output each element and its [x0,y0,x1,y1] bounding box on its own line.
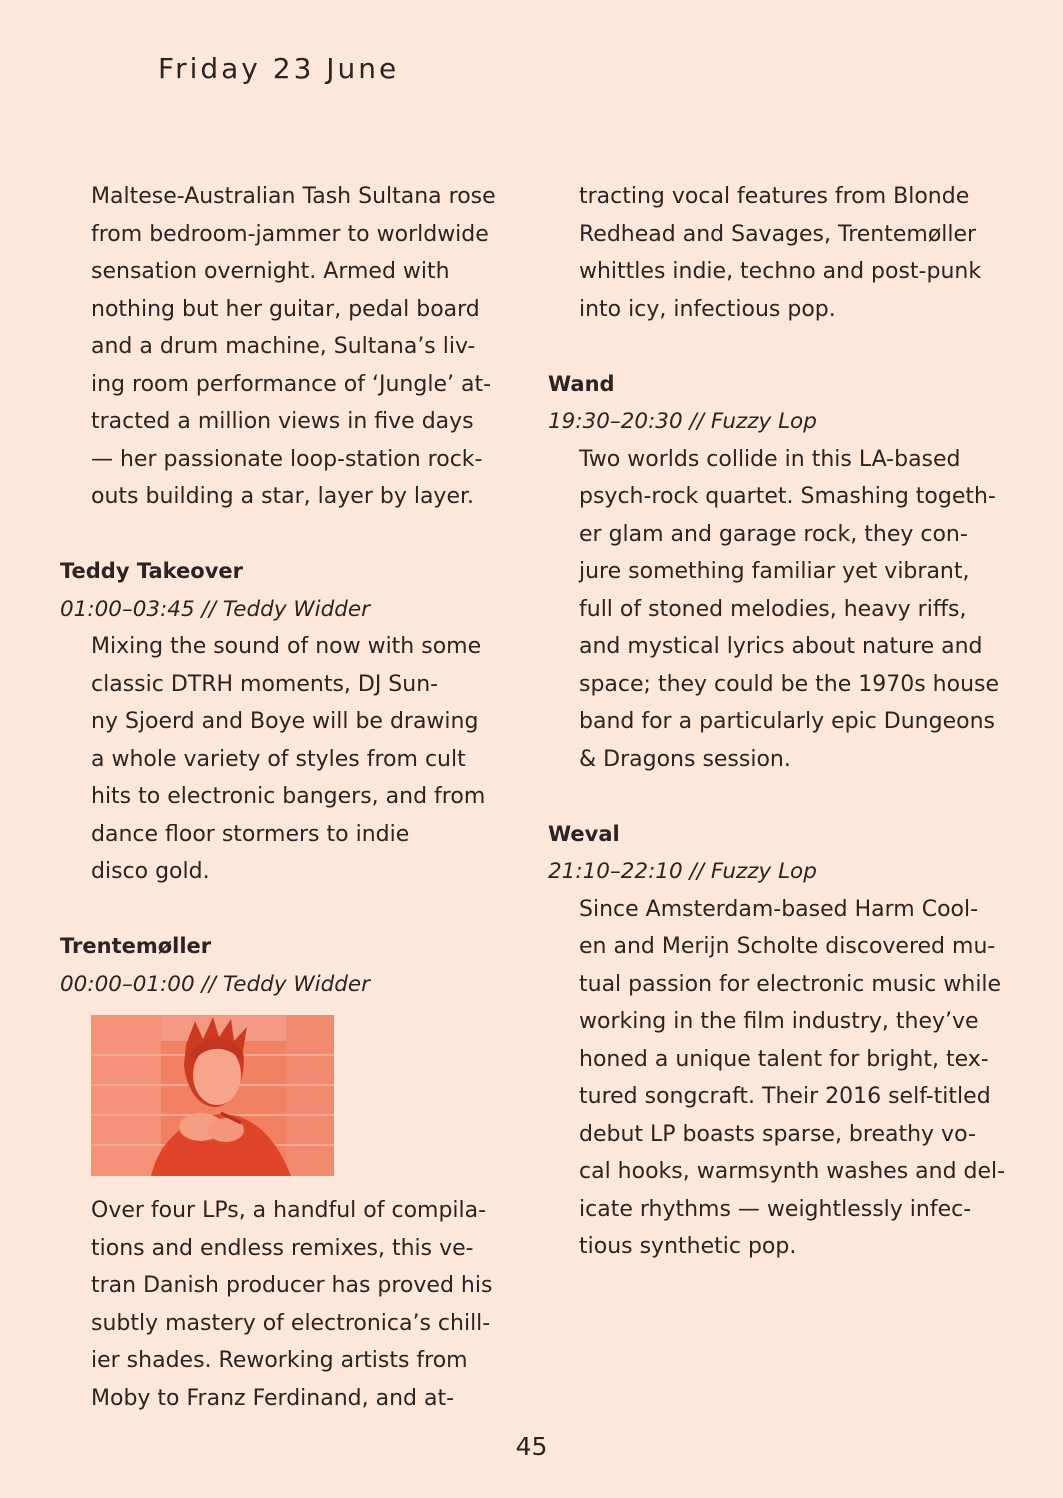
weval-description [548,891,1018,1266]
text-line: a whole variety of styles from cult [91,746,466,772]
text-line: subtly mastery of electronica’s chill- [91,1310,491,1336]
text-line: into icy, infectious pop. [579,296,836,322]
text-line: tran Danish producer has proved his [91,1273,493,1298]
text-line: tracting vocal features from Blonde [579,184,970,209]
text-line: ny Sjoerd and Boye will be drawing [91,709,479,734]
text-line: full of stoned melodies, heavy riffs, [579,596,967,622]
wand-title: Wand [548,371,615,396]
intro-paragraph [60,178,510,516]
trentemoller-time: 00:00–01:00 // Teddy Widder [60,971,370,997]
text-line: outs building a star, layer by layer. [91,484,475,509]
text-line: Moby to Franz Ferdinand, and at- [91,1385,455,1411]
text-line: working in the film industry, they’ve [579,1009,979,1034]
text-line: ing room performance of ‘Jungle’ at- [91,371,492,397]
text-line: classic DTRH moments, DJ Sun- [91,671,439,697]
text-line: ier shades. Reworking artists from [91,1348,468,1373]
trentemoller-title: Trentemøller [60,934,212,958]
text-line: Mixing the sound of now with some [91,634,482,659]
text-line: en and Merijn Scholte discovered mu- [579,934,996,959]
text-line: tracted a million views in five days [91,409,474,434]
text-line: tual passion for electronic music while [579,971,1002,997]
text-line: space; they could be the 1970s house [579,671,1000,697]
weval-title: Weval [548,821,620,846]
text-line: honed a unique talent for bright, tex- [579,1046,989,1072]
text-line: debut LP boasts sparse, breathy vo- [579,1121,976,1147]
trentemoller-description [60,1192,510,1417]
text-line: from bedroom-jammer to worldwide [91,221,489,247]
text-line: disco gold. [91,859,210,884]
text-line: dance floor stormers to indie [91,821,410,847]
text-line: sensation overnight. Armed with [91,259,450,284]
page-title: Friday 23 June [158,52,400,85]
text-line: Since Amsterdam-based Harm Cool- [579,896,979,922]
text-line: cal hooks, warmsynth washes and del- [579,1159,1006,1184]
text-line: er glam and garage rock, they con- [579,521,968,547]
text-line: Maltese-Australian Tash Sultana rose [91,184,496,209]
text-line: nothing but her guitar, pedal board [91,296,480,322]
text-line: Two worlds collide in this LA-based [579,446,961,472]
trentemoller-photo [91,1015,334,1176]
text-line: psych-rock quartet. Smashing togeth- [579,484,996,509]
wand-description [548,441,1018,779]
text-line: jure something familiar yet vibrant, [579,559,970,584]
text-line: and mystical lyrics about nature and [579,634,983,659]
text-line: Redhead and Savages, Trentemøller [579,221,977,247]
left-column [60,178,510,1417]
teddy-takeover-title: Teddy Takeover [60,559,243,583]
text-line: — her passionate loop-station rock- [91,446,483,472]
text-line: whittles indie, techno and post-punk [579,259,982,284]
text-line: & Dragons session. [579,746,791,772]
text-line: hits to electronic bangers, and from [91,784,486,809]
text-line: band for a particularly epic Dungeons [579,709,995,734]
text-line: tured songcraft. Their 2016 self-titled [579,1084,991,1109]
teddy-takeover-description [60,628,510,891]
teddy-takeover-time: 01:00–03:45 // Teddy Widder [60,596,370,622]
weval-time: 21:10–22:10 // Fuzzy Lop [548,859,817,884]
trentemoller-description-continued [548,178,1018,328]
text-line: tious synthetic pop. [579,1234,797,1259]
right-column [548,178,1018,1266]
text-line: icate rhythms — weightlessly infec- [579,1196,972,1222]
wand-time: 19:30–20:30 // Fuzzy Lop [548,409,817,434]
page-number: 45 [515,1432,548,1461]
text-line: and a drum machine, Sultana’s liv- [91,334,476,359]
text-line: Over four LPs, a handful of compila- [91,1198,487,1223]
text-line: tions and endless remixes, this ve- [91,1235,474,1261]
